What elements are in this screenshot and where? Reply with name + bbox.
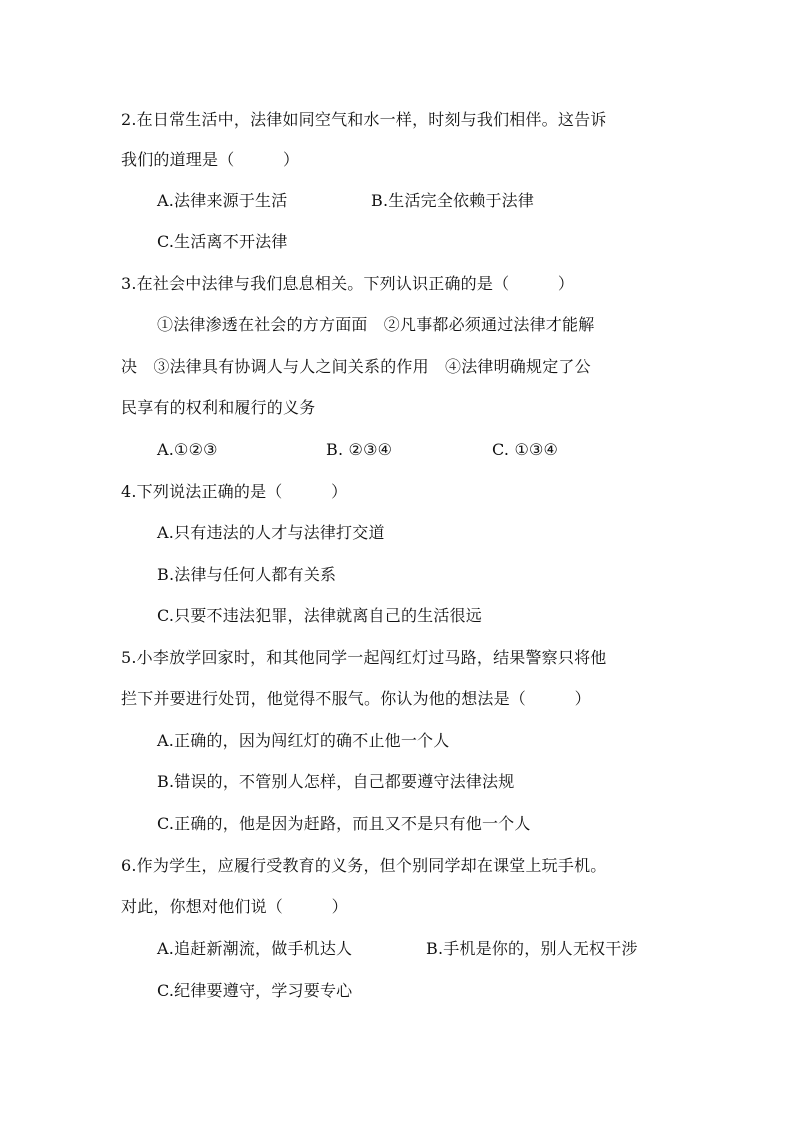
question-3-statement-line-1: ①法律渗透在社会的方方面面 ②凡事都必须通过法律才能解: [157, 315, 595, 334]
question-2-stem-line-2: 我们的道理是（ ）: [121, 150, 300, 169]
question-3-option-b: B. ②③④: [326, 440, 393, 459]
question-6-option-c: C.纪律要遵守，学习要专心: [157, 981, 353, 1000]
question-2-option-b: B.生活完全依赖于法律: [371, 191, 535, 210]
question-5-option-b: B.错误的，不管别人怎样，自己都要遵守法律法规: [157, 772, 515, 791]
question-5-option-a: A.正确的，因为闯红灯的确不止他一个人: [157, 731, 450, 750]
question-6-stem-line-1: 6.作为学生，应履行受教育的义务，但个别同学却在课堂上玩手机。: [121, 856, 607, 875]
question-4-option-c: C.只要不违法犯罪，法律就离自己的生活很远: [157, 606, 482, 625]
question-3-stem-line-1: 3.在社会中法律与我们息息相关。下列认识正确的是（ ）: [121, 274, 575, 293]
question-5-stem-line-2: 拦下并要进行处罚，他觉得不服气。你认为他的想法是（ ）: [121, 689, 591, 708]
question-4-stem-line-1: 4.下列说法正确的是（ ）: [121, 482, 348, 501]
question-5-stem-line-1: 5.小李放学回家时，和其他同学一起闯红灯过马路，结果警察只将他: [121, 648, 607, 667]
question-6-option-a: A.追赶新潮流，做手机达人: [157, 939, 353, 958]
question-4-option-b: B.法律与任何人都有关系: [157, 565, 337, 584]
question-6-stem-line-2: 对此，你想对他们说（ ）: [121, 897, 348, 916]
question-3-option-a: A.①②③: [157, 440, 218, 459]
question-3-statement-line-3: 民享有的权利和履行的义务: [121, 398, 316, 417]
question-3-option-c: C. ①③④: [492, 440, 559, 459]
question-3-statement-line-2: 决 ③法律具有协调人与人之间关系的作用 ④法律明确规定了公: [121, 357, 591, 376]
question-5-option-c: C.正确的，他是因为赶路，而且又不是只有他一个人: [157, 814, 531, 833]
question-4-option-a: A.只有违法的人才与法律打交道: [157, 523, 385, 542]
question-2-stem-line-1: 2.在日常生活中，法律如同空气和水一样，时刻与我们相伴。这告诉: [121, 110, 607, 129]
question-2-option-a: A.法律来源于生活: [157, 191, 288, 210]
question-2-option-c: C.生活离不开法律: [157, 232, 288, 251]
question-6-option-b: B.手机是你的，别人无权干涉: [426, 939, 638, 958]
